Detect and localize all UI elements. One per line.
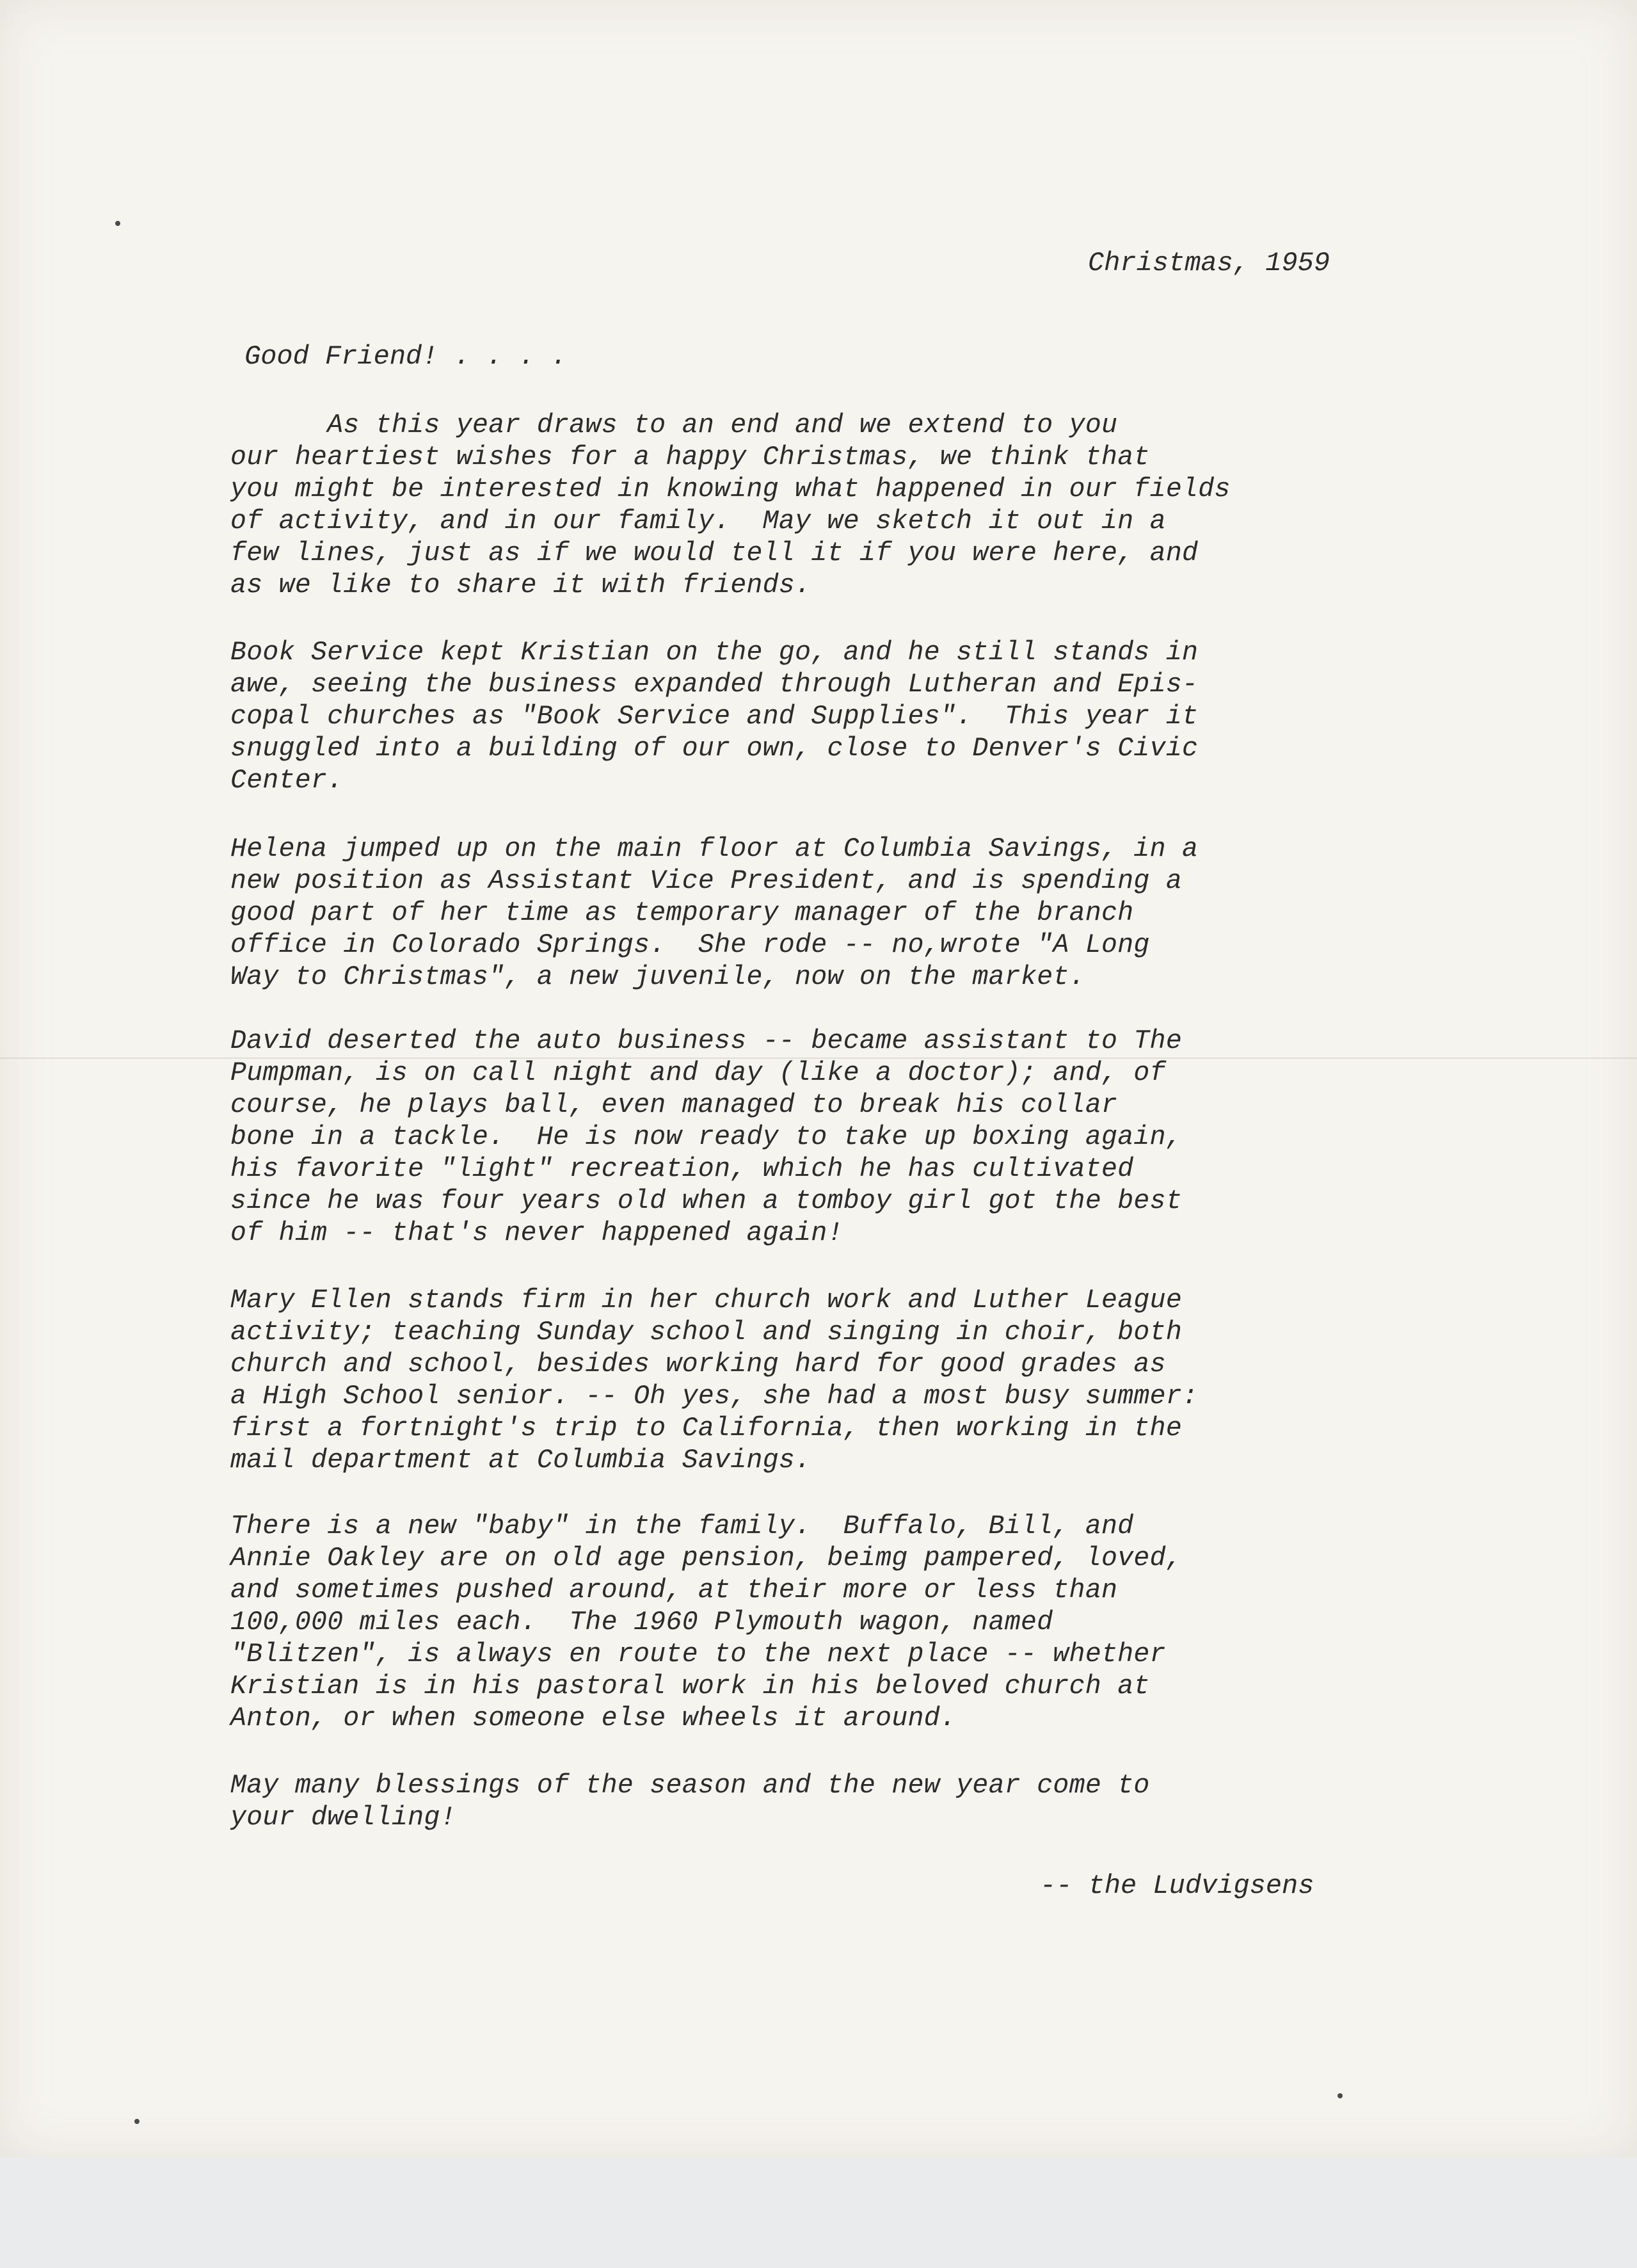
paper-speck [115, 221, 120, 226]
text-line: 100,000 miles each. The 1960 Plymouth wagon, named [230, 1607, 1053, 1637]
text-line: new position as Assistant Vice President, and is spending a [230, 866, 1183, 896]
text-line: course, he plays ball, even managed to break his collar [230, 1090, 1118, 1120]
letter-date: Christmas, 1959 [1088, 248, 1330, 278]
paper-speck [1338, 2093, 1343, 2098]
text-line: Kristian is in his pastoral work in his beloved church at [230, 1671, 1150, 1701]
text-line: of activity, and in our family. May we sketch it out in a [230, 506, 1166, 536]
text-line: David deserted the auto business -- became assistant to The [230, 1026, 1183, 1056]
text-line: good part of her time as temporary manager of the branch [230, 898, 1134, 928]
text-line: his favorite "light" recreation, which he has cultivated [230, 1154, 1134, 1184]
text-line: copal churches as "Book Service and Supplies". This year it [230, 702, 1199, 732]
text-line: bone in a tackle. He is now ready to take up boxing again, [230, 1122, 1183, 1152]
text-line: church and school, besides working hard for good grades as [230, 1349, 1166, 1379]
text-line: your dwelling! [230, 1803, 456, 1833]
text-line: and sometimes pushed around, at their more or less than [230, 1575, 1118, 1605]
text-line: since he was four years old when a tomboy girl got the best [230, 1186, 1183, 1216]
text-line: mail department at Columbia Savings. [230, 1445, 811, 1476]
text-line: office in Colorado Springs. She rode -- no,wrote "A Long [230, 930, 1150, 960]
text-line: Anton, or when someone else wheels it around. [230, 1703, 957, 1733]
text-line: awe, seeing the business expanded through Lutheran and Epis- [230, 670, 1199, 700]
text-line: As this year draws to an end and we extend to you [230, 410, 1118, 440]
text-line: Way to Christmas", a new juvenile, now on the market. [230, 962, 1085, 992]
letter-signoff: -- the Ludvigsens [1040, 1870, 1314, 1901]
text-line: May many blessings of the season and the new year come to [230, 1771, 1150, 1801]
text-line: Annie Oakley are on old age pension, beimg pampered, loved, [230, 1543, 1183, 1573]
paper-speck [134, 2119, 140, 2124]
text-line: Book Service kept Kristian on the go, and he still stands in [230, 638, 1199, 668]
text-line: of him -- that's never happened again! [230, 1218, 843, 1248]
text-line: first a fortnight's trip to California, then working in the [230, 1413, 1183, 1444]
text-line: few lines, just as if we would tell it if you were here, and [230, 538, 1199, 568]
text-line: Pumpman, is on call night and day (like a doctor); and, of [230, 1058, 1166, 1088]
letter-greeting: Good Friend! . . . . [244, 341, 568, 372]
text-line: There is a new "baby" in the family. Buffalo, Bill, and [230, 1511, 1134, 1541]
text-line: Helena jumped up on the main floor at Columbia Savings, in a [230, 834, 1199, 864]
text-line: our heartiest wishes for a happy Christmas, we think that [230, 442, 1150, 472]
text-line: you might be interested in knowing what happened in our fields [230, 474, 1231, 504]
text-line: Center. [230, 766, 344, 796]
text-line: Mary Ellen stands firm in her church work and Luther League [230, 1285, 1183, 1315]
text-line: "Blitzen", is always en route to the next place -- whether [230, 1639, 1166, 1669]
text-line: activity; teaching Sunday school and singing in choir, both [230, 1317, 1183, 1347]
text-line: as we like to share it with friends. [230, 570, 811, 600]
text-line: snuggled into a building of our own, close to Denver's Civic [230, 734, 1199, 764]
text-line: a High School senior. -- Oh yes, she had a most busy summer: [230, 1381, 1199, 1411]
